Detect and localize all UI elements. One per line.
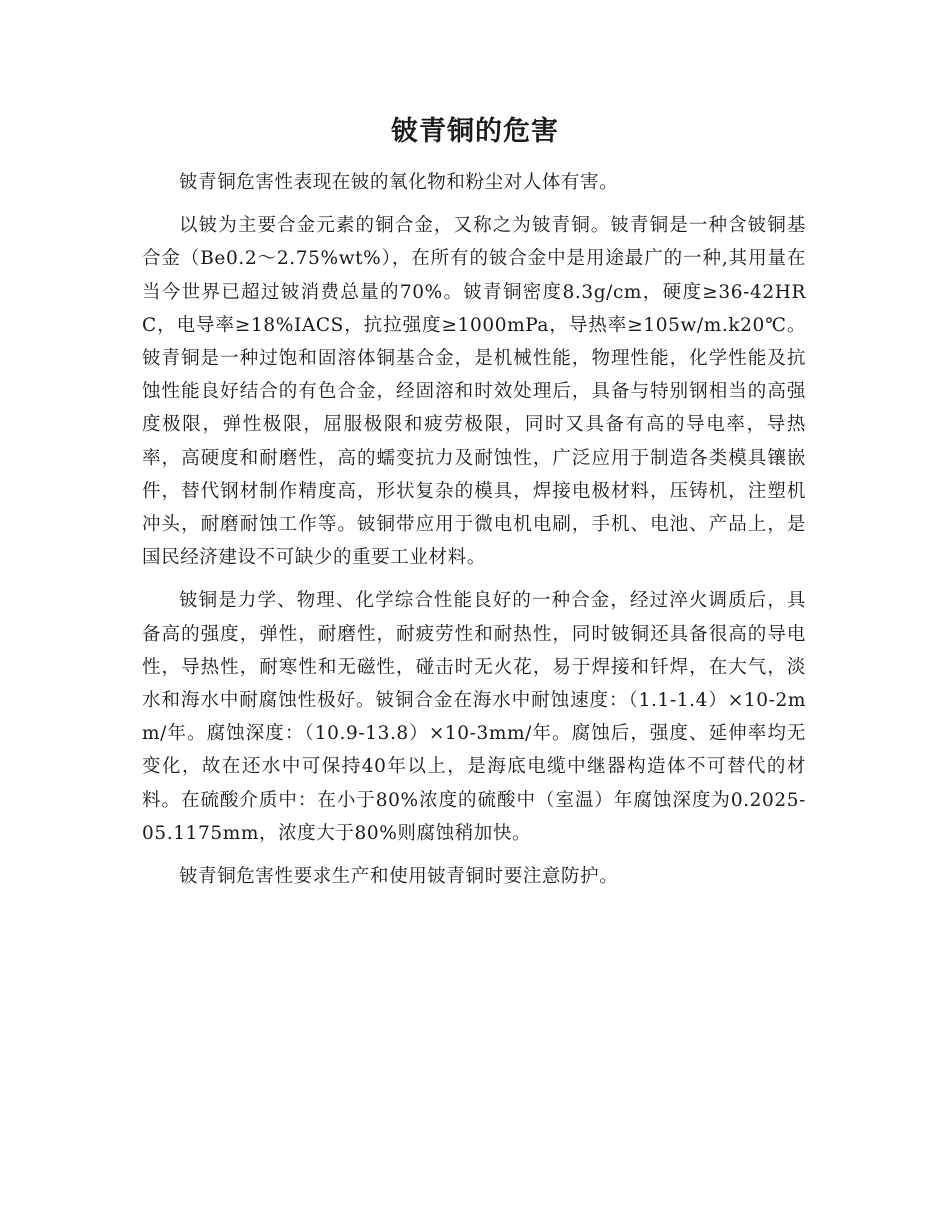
paragraph-4: 铍青铜危害性要求生产和使用铍青铜时要注意防护。 [179,866,619,888]
paragraph-3: 铍铜是力学、物理、化学综合性能良好的一种合金，经过淬火调质后，具备高的强度，弹性，耐磨性，耐疲劳性和耐热性，同时铍铜还具备很高的导电性，导热性，耐寒性和无磁性，碰击时无火花，易于焊接和钎焊，在大气，淡水和海水中耐腐蚀性极好。铍铜合金在海水中耐蚀速度：（1.1-1.4）×10-2mm/年。腐蚀深度：（10.9-13.8）×10-3mm/年。腐蚀后，强度、延伸率均无变化，故在还水中可保持40年以上，是海底电缆中继器构造体不可替代的材料。在硫酸介质中：在小于80%浓度的硫酸中（室温）年腐蚀深度为0.2025-05.1175mm，浓度大于80%则腐蚀稍加快。 [142,590,806,844]
document-body [142,166,806,903]
paragraph-1: 铍青铜危害性表现在铍的氧化物和粉尘对人体有害。 [179,172,619,193]
document-title: 铍青铜的危害 [391,116,559,147]
paragraph-2: 以铍为主要合金元素的铜合金，又称之为铍青铜。铍青铜是一种含铍铜基合金（Be0.2～2.75%wt%），在所有的铍合金中是用途最广的一种,其用量在当今世界已超过铍消费总量的70%。铍青铜密度8.3g/cm，硬度≥36-42HRC，电导率≥18%IACS，抗拉强度≥1000mPa，导热率≥105w/m.k20℃。铍青铜是一种过饱和固溶体铜基合金，是机械性能，物理性能，化学性能及抗蚀性能良好结合的有色合金，经固溶和时效处理后，具备与特别钢相当的高强度极限，弹性极限，屈服极限和疲劳极限，同时又具备有高的导电率，导热率，高硬度和耐磨性，高的蠕变抗力及耐蚀性，广泛应用于制造各类模具镶嵌件，替代钢材制作精度高，形状复杂的模具，焊接电极材料，压铸机，注塑机冲头，耐磨耐蚀工作等。铍铜带应用于微电机电刷，手机、电池、产品上，是国民经济建设不可缺少的重要工业材料。 [142,215,806,569]
